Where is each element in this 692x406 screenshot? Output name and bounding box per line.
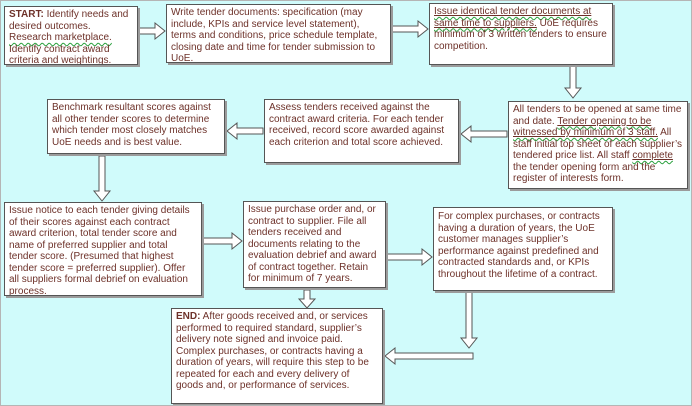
node-benchmark-scores [47, 99, 225, 154]
arrow-complex-to-end-left [385, 348, 473, 364]
node-issue-purchase-order [243, 201, 386, 288]
arrow-purchase-order-to-end [299, 290, 315, 308]
node-issue-tender-documents [429, 3, 613, 65]
node-complex-purchases-text: For complex purchases, or contracts having a duration of years, the UoE customer manages supplier’s performance against predefined and contracted standards and, or KPIs throughout the lifetime of a contract. [438, 211, 600, 280]
arrow-benchmark-to-notice [94, 156, 110, 201]
arrow-purchase-order-to-complex [387, 249, 432, 265]
node-issue-notice-text: Issue notice to each tender giving details of their scores against each contract award criterion, total tender score and name of preferred supplier and total tender score. (Presumed that highest tender score = preferred supplier). Offer all suppliers formal debrief on evaluation process. [9, 205, 190, 296]
arrow-write-docs-to-issue-docs [392, 21, 428, 37]
node-start-text: START: Identify needs and desired outcomes. Research marketplace. Identify contract award criteria and weightings. [9, 9, 129, 65]
node-assess-tenders [264, 99, 459, 163]
arrow-complex-to-end-down [461, 292, 477, 348]
arrow-assess-to-benchmark [227, 123, 263, 139]
node-tender-opening-text: All tenders to be opened at same time and date. Tender opening to be witnessed by minimum of 3 staff. All staff initial top sheet of each supplier’s tendered price list. All staff complete the tender opening form and the register of interests form. [513, 104, 682, 184]
arrow-issue-docs-to-opening [565, 66, 581, 98]
node-write-tender-documents-text: Write tender documents: specification (may include, KPIs and service level statement), terms and conditions, price schedule template, closing date and time for tender submission to UoE. [171, 7, 378, 63]
node-assess-tenders-text: Assess tenders received against the contract award criteria. For each tender received, record score awarded against each criterion and total score achieved. [269, 102, 445, 148]
node-start [4, 6, 138, 65]
node-complex-purchases [433, 207, 613, 291]
node-issue-tender-documents-text: Issue identical tender documents at same time to suppliers. UoE requires minimum of 3 written tenders to ensure competition. [434, 6, 607, 52]
node-benchmark-scores-text: Benchmark resultant scores against all other tender scores to determine which tender most closely matches UoE needs and is best value. [52, 102, 211, 148]
node-issue-notice [4, 202, 202, 296]
node-end [171, 308, 383, 404]
arrow-notice-to-purchase-order [203, 233, 242, 249]
arrow-start-to-write-docs [139, 23, 165, 39]
node-issue-purchase-order-text: Issue purchase order and, or contract to supplier. File all tenders received and documents relating to the evaluation debrief and award of contract together. Retain for minimum of 7 years. [248, 204, 377, 284]
arrow-opening-to-assess [461, 126, 507, 142]
node-write-tender-documents [166, 4, 391, 63]
node-tender-opening [508, 101, 688, 189]
node-end-text: END: After goods received and, or services performed to required standard, supplier’s delivery note signed and invoice paid. Complex purchases, or contracts having a duration of years, will require this step to be repeated for each and every delivery of goods and, or performance of services. [176, 311, 369, 391]
